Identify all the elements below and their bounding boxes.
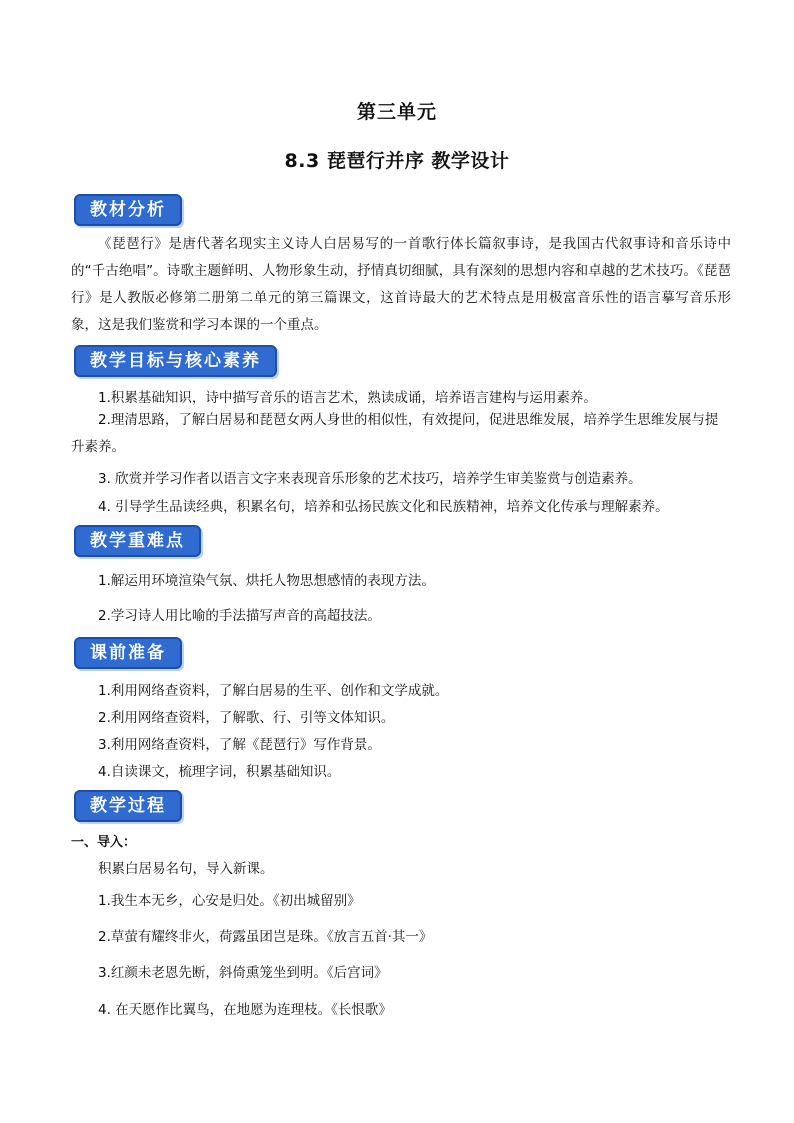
prep-item-4: 4.自读课文，梳理字词，积累基础知识。 — [98, 764, 341, 780]
section-badge-difficulties: 教学重难点 — [74, 525, 201, 557]
quote-item-4: 4. 在天愿作比翼鸟，在地愿为连理枝。《长恨歌》 — [98, 1002, 392, 1018]
prep-item-2: 2.利用网络查资料，了解歌、行、引等文体知识。 — [98, 710, 395, 726]
quote-item-2: 2.草萤有耀终非火，荷露虽团岂是珠。《放言五首·其一》 — [98, 929, 433, 945]
unit-title: 第三单元 — [356, 101, 437, 123]
section-badge-goals: 教学目标与核心素养 — [74, 345, 277, 377]
section-badge-analysis: 教材分析 — [74, 194, 182, 226]
section-badge-process: 教学过程 — [74, 790, 182, 822]
goal-item-2: 2.理清思路，了解白居易和琵琶女两人身世的相似性，有效提问，促进思维发展，培养学生思维发展与提升素养。 — [71, 412, 719, 455]
process-step-title: 一、导入： — [71, 835, 137, 850]
goal-item-4: 4. 引导学生品读经典，积累名句，培养和弘扬民族文化和民族精神，培养文化传承与理解素养。 — [98, 499, 669, 515]
difficulty-item-1: 1.解运用环境渲染气氛、烘托人物思想感情的表现方法。 — [98, 573, 435, 589]
difficulty-item-2: 2.学习诗人用比喻的手法描写声音的高超技法。 — [98, 608, 381, 624]
process-intro: 积累白居易名句，导入新课。 — [98, 861, 274, 877]
goal-item-3: 3. 欣赏并学习作者以语言文字来表现音乐形象的艺术技巧，培养学生审美鉴赏与创造素养。 — [98, 471, 642, 487]
lesson-title: 8.3 琵琶行并序 教学设计 — [284, 150, 510, 172]
section-badge-preparation: 课前准备 — [74, 637, 182, 669]
analysis-paragraph: 《琵琶行》是唐代著名现实主义诗人白居易写的一首歌行体长篇叙事诗，是我国古代叙事诗和音乐诗中的“千古绝唱”。诗歌主题鲜明、人物形象生动，抒情真切细腻，具有深刻的思想内容和卓越的艺术技巧。《琵琶行》是人教版必修第二册第二单元的第三篇课文，这首诗最大的艺术特点是用极富音乐性的语言摹写音乐形象，这是我们鉴赏和学习本课的一个重点。 — [71, 236, 731, 333]
prep-item-1: 1.利用网络查资料，了解白居易的生平、创作和文学成就。 — [98, 683, 449, 699]
prep-item-3: 3.利用网络查资料，了解《琵琶行》写作背景。 — [98, 737, 381, 753]
quote-item-3: 3.红颜未老恩先断，斜倚熏笼坐到明。《后宫词》 — [98, 965, 388, 981]
quote-item-1: 1.我生本无乡，心安是归处。《初出城留别》 — [98, 893, 361, 909]
goal-item-1: 1.积累基础知识，诗中描写音乐的语言艺术，熟读成诵，培养语言建构与运用素养。 — [98, 390, 597, 406]
